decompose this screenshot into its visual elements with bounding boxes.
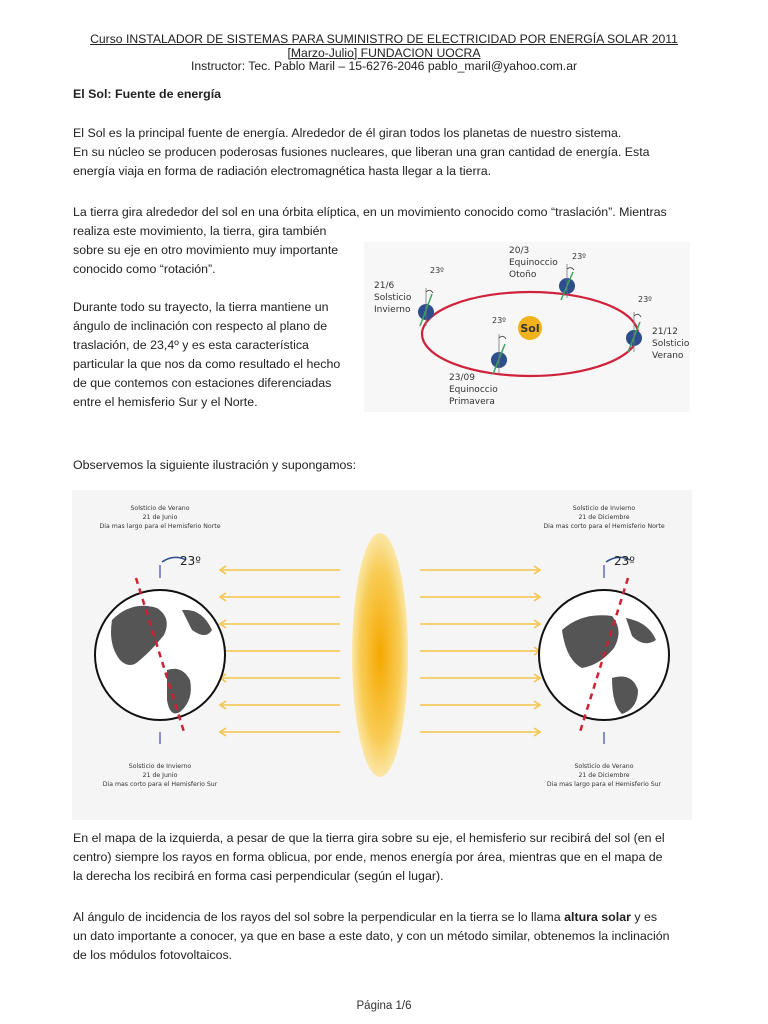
paragraph-inclination [73, 298, 373, 412]
page-number: Página 1/6 [356, 1000, 412, 1012]
text-line: centro) siempre los rayos en forma oblicua, por ende, menos energía por área, mientras que en el mapa de [73, 850, 663, 864]
label-equinox-spring-1: Equinoccio [449, 385, 498, 395]
text-line: En su núcleo se producen poderosas fusiones nucleares, que liberan una gran cantidad de energía. Esta [73, 145, 650, 159]
text-line [73, 908, 670, 927]
text-fragment: y es [634, 910, 658, 924]
label-equinox-autumn-2: Otoño [509, 270, 537, 280]
text-line: realiza este movimiento, la tierra, gira también [73, 224, 327, 238]
left-bottom-caption-1: Solsticio de Invierno [128, 763, 192, 770]
right-top-caption-1: Solsticio de Invierno [572, 505, 636, 512]
left-bottom-caption-2: 21 de Junio [142, 772, 178, 779]
angle-label-top: 23º [572, 252, 586, 261]
label-equinox-spring-date: 23/09 [449, 373, 475, 383]
section-title: El Sol: Fuente de energía [73, 87, 222, 101]
keyword-altura-solar: altura solar [564, 910, 631, 924]
paragraph-map-explanation [73, 829, 665, 886]
paragraph-translation [73, 203, 713, 222]
text-line: un dato importante a conocer, ya que en base a este dato, y con un método similar, obtenemos la inclinación [73, 929, 670, 943]
paragraph-observe: Observemos la siguiente ilustración y supongamos: [73, 458, 357, 472]
right-top-caption-2: 21 de Diciembre [578, 514, 630, 521]
left-top-caption-3: Dia mas largo para el Hemisferio Norte [99, 523, 221, 530]
earth-equinox-spring [491, 334, 507, 374]
text-line: la derecha los recibirá en forma casi perpendicular (según el lugar). [73, 869, 444, 883]
text-line: de los módulos fotovoltaicos. [73, 948, 233, 962]
text-line: particular la que nos da como resultado el hecho [73, 357, 341, 371]
label-equinox-autumn-1: Equinoccio [509, 258, 558, 268]
label-equinox-spring-2: Primavera [449, 397, 495, 407]
right-angle-label: 23º [614, 554, 635, 568]
text-line: de que contemos con estaciones diferenciadas [73, 376, 332, 390]
angle-label-bottom: 23º [492, 316, 506, 325]
text-line: El Sol es la principal fuente de energía. Alrededor de él giran todos los planetas de nuestro sistema. [73, 126, 622, 140]
label-solstice-winter-date: 21/6 [374, 281, 395, 291]
seasons-diagram [72, 490, 692, 820]
label-solstice-winter-2: Invierno [374, 305, 411, 315]
text-line: entre el hemisferio Sur y el Norte. [73, 395, 258, 409]
header-course-title: Curso INSTALADOR DE SISTEMAS PARA SUMINISTRO DE ELECTRICIDAD POR ENERGÍA SOLAR 2011 [90, 32, 678, 46]
label-solstice-summer-date: 21/12 [652, 327, 678, 337]
text-fragment: Al ángulo de incidencia de los rayos del sol sobre la perpendicular en la tierra se lo llama [73, 910, 561, 924]
sun-glow [352, 533, 408, 777]
paragraph-rotation [73, 222, 373, 279]
left-top-caption-1: Solsticio de Verano [130, 505, 190, 512]
text-line: Durante todo su trayecto, la tierra mantiene un [73, 300, 329, 314]
text-line: traslación, de 23,4º y es esta característica [73, 338, 309, 352]
paragraph-solar-altitude [73, 908, 670, 965]
text-line: En el mapa de la izquierda, a pesar de que la tierra gira sobre su eje, el hemisferio sur recibirá del sol (en el [73, 831, 665, 845]
left-globe-icon [95, 557, 225, 744]
left-top-caption-2: 21 de Junio [142, 514, 178, 521]
text-line: La tierra gira alrededor del sol en una órbita elíptica, en un movimiento conocido como “traslación”. Mientras [73, 205, 667, 219]
paragraph-intro [73, 124, 650, 181]
right-bottom-caption-3: Dia mas largo para el Hemisferio Sur [546, 781, 662, 788]
label-solstice-summer-1: Solsticio [652, 339, 690, 349]
right-top-caption-3: Dia mas corto para el Hemisferio Norte [543, 523, 665, 530]
right-bottom-caption-2: 21 de Diciembre [578, 772, 630, 779]
sun-label: Sol [520, 322, 540, 335]
left-bottom-caption-3: Dia mas corto para el Hemisferio Sur [102, 781, 218, 788]
header-dates: [Marzo-Julio] FUNDACION UOCRA [287, 45, 481, 60]
angle-label-left: 23º [430, 266, 444, 275]
text-line: ángulo de inclinación con respecto al plano de [73, 319, 328, 333]
right-globe-icon [539, 557, 669, 744]
label-solstice-winter-1: Solsticio [374, 293, 412, 303]
header-instructor: Instructor: Tec. Pablo Maril – 15-6276-2046 pablo_maril@yahoo.com.ar [190, 59, 578, 73]
page-header [0, 33, 768, 74]
earth-solstice-winter [418, 288, 434, 326]
right-bottom-caption-1: Solsticio de Verano [574, 763, 634, 770]
label-solstice-summer-2: Verano [652, 351, 684, 361]
text-line: energía viaja en forma de radiación electromagnética hasta llegar a la tierra. [73, 164, 492, 178]
text-line: sobre su eje en otro movimiento muy importante [73, 243, 339, 257]
left-angle-label: 23º [180, 554, 201, 568]
seasons-figure [72, 490, 692, 820]
label-equinox-autumn-date: 20/3 [509, 246, 530, 256]
orbit-diagram [364, 242, 690, 412]
text-line: conocido como “rotación”. [73, 262, 216, 276]
angle-label-right: 23º [638, 295, 652, 304]
orbit-figure [364, 242, 690, 412]
